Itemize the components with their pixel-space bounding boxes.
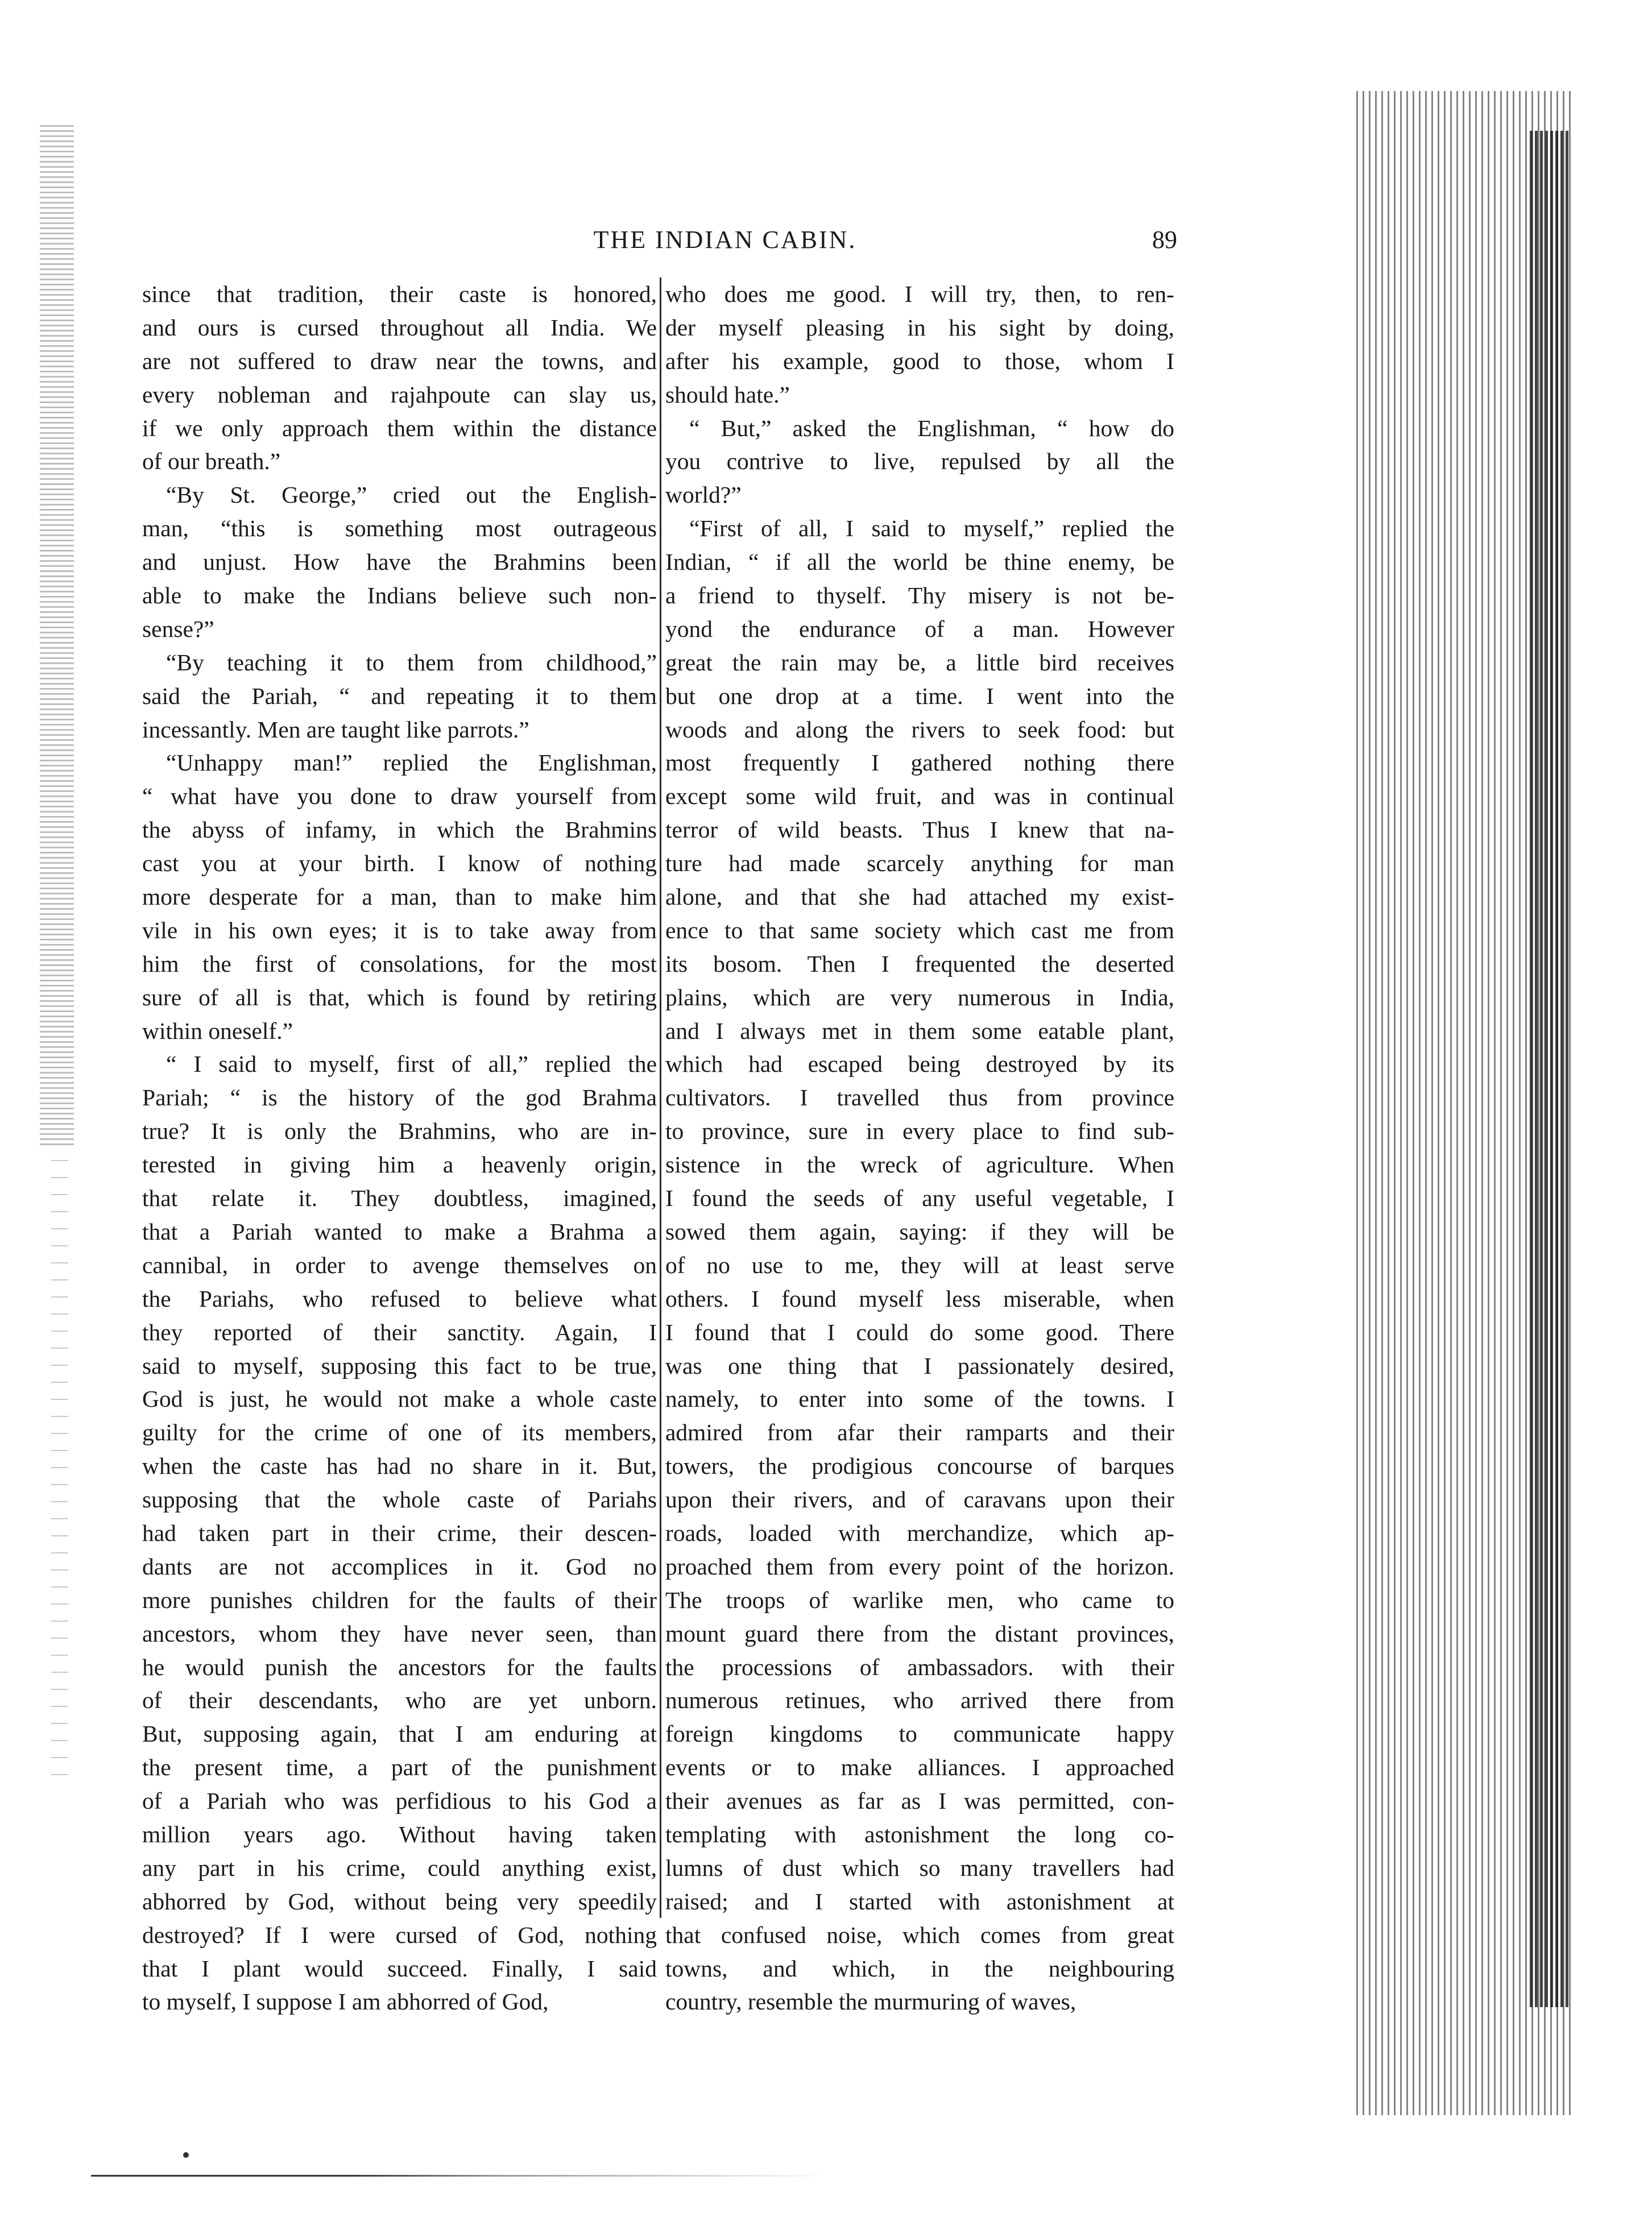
text-line: God is just, he would not make a whole caste (142, 1386, 657, 1412)
text-line: ancestors, whom they have never seen, than (142, 1620, 657, 1647)
text-line: the abyss of infamy, in which the Brahmins (142, 817, 657, 843)
text-line: said the Pariah, “ and repeating it to them (142, 682, 657, 709)
text-line: they reported of their sanctity. Again, I (142, 1319, 657, 1345)
text-line: of their descendants, who are yet unborn. (142, 1687, 657, 1714)
text-line: templating with astonishment the long co- (665, 1821, 1174, 1847)
text-line: sure of all is that, which is found by retiring (142, 984, 657, 1010)
text-line: true? It is only the Brahmins, who are in- (142, 1118, 657, 1145)
text-line: him the first of consolations, for the most (142, 950, 657, 977)
column-divider (660, 277, 661, 1918)
text-line: dants are not accomplices in it. God no (142, 1553, 657, 1580)
text-line: towns, and which, in the neighbouring (665, 1955, 1174, 1982)
text-line: and ours is cursed throughout all India. We (142, 314, 657, 341)
text-line: supposing that the whole caste of Pariahs (142, 1486, 657, 1513)
text-line: the present time, a part of the punishment (142, 1754, 657, 1781)
text-line: “ But,” asked the Englishman, “ how do (689, 415, 1174, 441)
text-line: terested in giving him a heavenly origin, (142, 1151, 657, 1178)
text-line: after his example, good to those, whom I (665, 347, 1174, 374)
text-line: since that tradition, their caste is honored, (142, 281, 657, 307)
text-line: more punishes children for the faults of their (142, 1586, 657, 1613)
text-line: of no use to me, they will at least serve (665, 1251, 1174, 1278)
text-line: had taken part in their crime, their descen- (142, 1519, 657, 1546)
text-line: upon their rivers, and of caravans upon their (665, 1486, 1174, 1513)
text-line: its bosom. Then I frequented the deserted (665, 950, 1174, 977)
text-line: Pariah; “ is the history of the god Brahma (142, 1084, 657, 1111)
text-column-left (142, 277, 657, 2015)
footer-mark (183, 2152, 189, 2158)
text-line: raised; and I started with astonishment at (665, 1888, 1174, 1914)
left-binding-scan-noise (40, 125, 74, 1149)
footer-rule (91, 2175, 830, 2177)
text-line: to province, sure in every place to find sub- (665, 1118, 1174, 1145)
text-line: towers, the prodigious concourse of barques (665, 1453, 1174, 1480)
text-line: that I plant would succeed. Finally, I said (142, 1955, 657, 1982)
text-line: that relate it. They doubtless, imagined, (142, 1185, 657, 1212)
text-line: the Pariahs, who refused to believe what (142, 1285, 657, 1312)
text-line: but one drop at a time. I went into the (665, 682, 1174, 709)
text-line: world?” (665, 482, 742, 508)
text-line: alone, and that she had attached my exist- (665, 884, 1174, 910)
text-line: roads, loaded with merchandize, which ap- (665, 1519, 1174, 1546)
text-line: “By St. George,” cried out the English- (166, 482, 657, 508)
text-line: “By teaching it to them from childhood,” (166, 649, 657, 675)
text-line: said to myself, supposing this fact to be true, (142, 1352, 657, 1379)
text-line: woods and along the rivers to seek food: but (665, 716, 1174, 743)
text-line: are not suffered to draw near the towns, and (142, 347, 657, 374)
text-line: mount guard there from the distant provinces, (665, 1620, 1174, 1647)
text-line: should hate.” (665, 381, 790, 408)
text-line: sense?” (142, 615, 214, 642)
text-line: every nobleman and rajahpoute can slay us, (142, 381, 657, 408)
text-line: ture had made scarcely anything for man (665, 850, 1174, 877)
text-line: you contrive to live, repulsed by all the (665, 448, 1174, 475)
text-line: and unjust. How have the Brahmins been (142, 549, 657, 575)
text-line: admired from afar their ramparts and their (665, 1419, 1174, 1446)
text-line: “Unhappy man!” replied the Englishman, (166, 749, 657, 776)
text-line: who does me good. I will try, then, to ren- (665, 281, 1174, 307)
text-line: more desperate for a man, than to make him (142, 884, 657, 910)
text-line: if we only approach them within the distance (142, 415, 657, 441)
text-line: der myself pleasing in his sight by doing, (665, 314, 1174, 341)
text-line: incessantly. Men are taught like parrots.” (142, 716, 529, 743)
text-line: to myself, I suppose I am abhorred of God, (142, 1988, 549, 2015)
text-line: was one thing that I passionately desired, (665, 1352, 1174, 1379)
text-line: country, resemble the murmuring of waves, (665, 1988, 1077, 2015)
text-line: vile in his own eyes; it is to take away from (142, 917, 657, 943)
text-line: The troops of warlike men, who came to (665, 1586, 1174, 1613)
text-line: except some wild fruit, and was in continual (665, 783, 1174, 810)
text-column-right (665, 277, 1174, 2015)
left-margin-scan-marks (51, 1160, 68, 1785)
text-line: destroyed? If I were cursed of God, nothing (142, 1921, 657, 1948)
text-line: foreign kingdoms to communicate happy (665, 1721, 1174, 1747)
page-number: 89 (1152, 226, 1177, 254)
text-line: guilty for the crime of one of its members, (142, 1419, 657, 1446)
right-edge-binding-shadow (1530, 131, 1570, 2007)
text-line: terror of wild beasts. Thus I knew that na- (665, 817, 1174, 843)
text-line: But, supposing again, that I am enduring at (142, 1721, 657, 1747)
text-line: ence to that same society which cast me from (665, 917, 1174, 943)
text-line: namely, to enter into some of the towns. I (665, 1386, 1174, 1412)
running-head (142, 223, 1177, 257)
text-line: which had escaped being destroyed by its (665, 1051, 1174, 1078)
text-line: the processions of ambassadors. with their (665, 1653, 1174, 1680)
text-line: Indian, “ if all the world be thine enemy, be (665, 549, 1174, 575)
text-line: that a Pariah wanted to make a Brahma a (142, 1218, 657, 1245)
text-line: others. I found myself less miserable, when (665, 1285, 1174, 1312)
text-line: I found that I could do some good. There (665, 1319, 1174, 1345)
text-line: sowed them again, saying: if they will be (665, 1218, 1174, 1245)
text-line: events or to make alliances. I approached (665, 1754, 1174, 1781)
running-title: THE INDIAN CABIN. (593, 226, 857, 254)
text-line: “ what have you done to draw yourself from (142, 783, 657, 810)
text-line: man, “this is something most outrageous (142, 515, 657, 542)
text-line: of our breath.” (142, 448, 281, 475)
text-line: plains, which are very numerous in India, (665, 984, 1174, 1010)
text-line: “First of all, I said to myself,” replied the (689, 515, 1174, 542)
text-line: of a Pariah who was perfidious to his God a (142, 1788, 657, 1814)
text-line: numerous retinues, who arrived there from (665, 1687, 1174, 1714)
text-line: I found the seeds of any useful vegetable, I (665, 1185, 1174, 1212)
text-line: great the rain may be, a little bird receives (665, 649, 1174, 675)
text-line: yond the endurance of a man. However (665, 615, 1174, 642)
text-line: any part in his crime, could anything exist, (142, 1854, 657, 1881)
text-line: abhorred by God, without being very speedily (142, 1888, 657, 1914)
text-line: sistence in the wreck of agriculture. When (665, 1151, 1174, 1178)
text-line: he would punish the ancestors for the faults (142, 1653, 657, 1680)
text-line: million years ago. Without having taken (142, 1821, 657, 1847)
text-line: that confused noise, which comes from great (665, 1921, 1174, 1948)
text-line: cast you at your birth. I know of nothing (142, 850, 657, 877)
text-line: their avenues as far as I was permitted, con- (665, 1788, 1174, 1814)
text-line: most frequently I gathered nothing there (665, 749, 1174, 776)
text-line: cultivators. I travelled thus from province (665, 1084, 1174, 1111)
text-line: when the caste has had no share in it. But, (142, 1453, 657, 1480)
text-line: within oneself.” (142, 1017, 293, 1044)
text-line: proached them from every point of the horizon. (665, 1553, 1174, 1580)
text-line: able to make the Indians believe such non- (142, 582, 657, 609)
text-line: lumns of dust which so many travellers had (665, 1854, 1174, 1881)
text-line: a friend to thyself. Thy misery is not be- (665, 582, 1174, 609)
text-line: “ I said to myself, first of all,” replied the (166, 1051, 657, 1078)
text-line: and I always met in them some eatable plant, (665, 1017, 1174, 1044)
text-line: cannibal, in order to avenge themselves on (142, 1251, 657, 1278)
